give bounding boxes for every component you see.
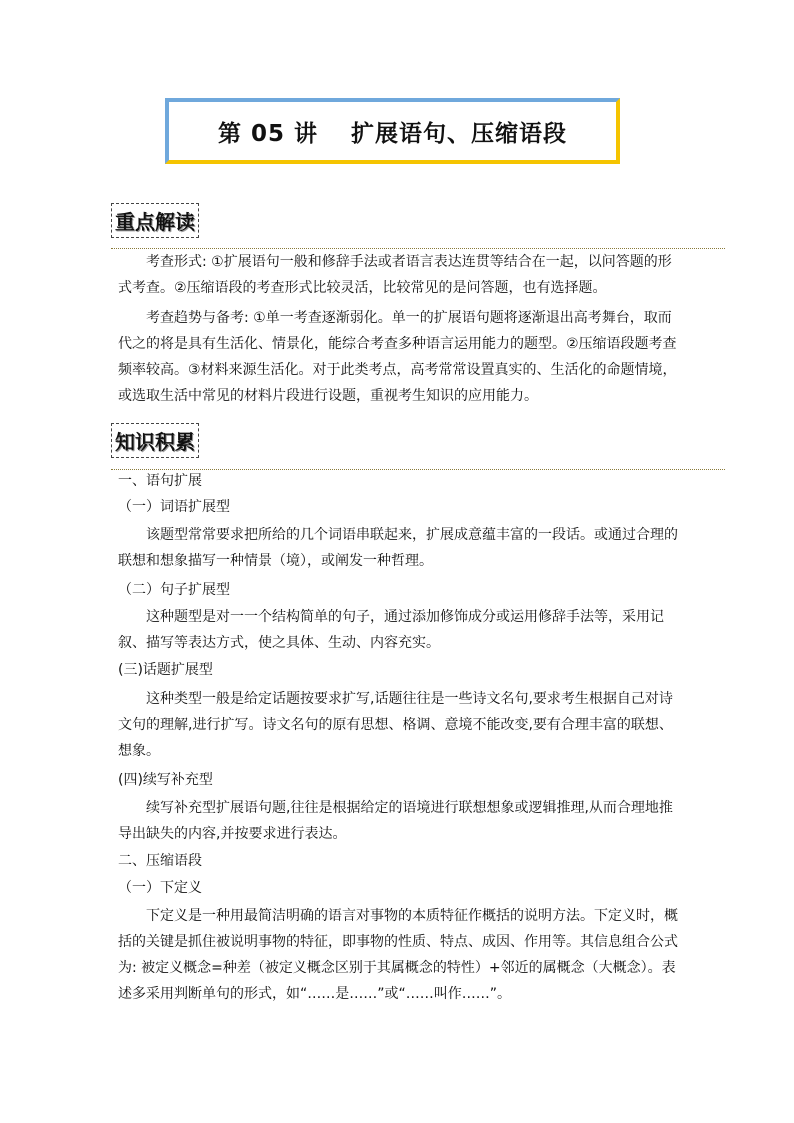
paragraph-topic-expansion: 这种类型一般是给定话题按要求扩写,话题往往是一些诗文名句,要求考生根据自己对诗文句的理解,进行扩写。诗文名句的原有思想、格调、意境不能改变,要有合理丰富的联想、想象。 [118, 691, 673, 759]
paragraph-sentence-expansion: 这种题型是对一一个结构简单的句子，通过添加修饰成分或运用修辞手法等，采用记叙、描写等表达方式，使之具体、生动、内容充实。 [118, 609, 664, 651]
section-heading-knowledge: 知识积累 [111, 423, 199, 458]
paragraph-exam-format: 考查形式: ①扩展语句一般和修辞手法或者语言表达连贯等结合在一起，以问答题的形式考查。②压缩语段的考查形式比较灵活，比较常见的是问答题，也有选择题。 [118, 254, 672, 296]
subheading-definition: （一）下定义 [118, 880, 202, 896]
section-heading-key-points: 重点解读 [111, 203, 199, 238]
paragraph-definition: 下定义是一种用最简洁明确的语言对事物的本质特征作概括的说明方法。下定义时，概括的关键是抓住被说明事物的特征，即事物的性质、特点、成因、作用等。其信息组合公式为: 被定义概念=种差（被定义概念区别于其属概念的特性）+邻近的属概念（大概念）。表述多采用判断单句的形式，如“……是……”或“……叫作……”。 [118, 908, 678, 1002]
paragraph-exam-trend: 考查趋势与备考: ①单一考查逐渐弱化。单一的扩展语句题将逐渐退出高考舞台，取而代之的将是具有生活化、情景化，能综合考查多种语言运用能力的题型。②压缩语段题考查频率较高。③材料来源生活化。对于此类考点，高考常常设置真实的、生活化的命题情境，或选取生活中常见的材料片段进行设题，重视考生知识的应用能力。 [118, 310, 677, 404]
heading-paragraph-compression: 二、压缩语段 [118, 853, 202, 869]
subheading-topic-expansion: (三)话题扩展型 [118, 662, 213, 678]
subheading-sentence-expansion: （二）句子扩展型 [118, 582, 230, 598]
subheading-continuation: (四)续写补充型 [118, 772, 213, 788]
section-divider [111, 469, 725, 470]
heading-sentence-expansion: 一、语句扩展 [118, 473, 202, 489]
paragraph-word-expansion: 该题型常常要求把所给的几个词语串联起来，扩展成意蕴丰富的一段话。或通过合理的联想和想象描写一种情景（境），或阐发一种哲理。 [118, 527, 678, 569]
page-title: 第 05 讲 扩展语句、压缩语段 [217, 120, 568, 147]
subheading-word-expansion: （一）词语扩展型 [118, 499, 230, 515]
paragraph-continuation: 续写补充型扩展语句题,往往是根据给定的语境进行联想想象或逻辑推理,从而合理地推导出缺失的内容,并按要求进行表达。 [118, 800, 673, 842]
title-box [165, 98, 620, 164]
